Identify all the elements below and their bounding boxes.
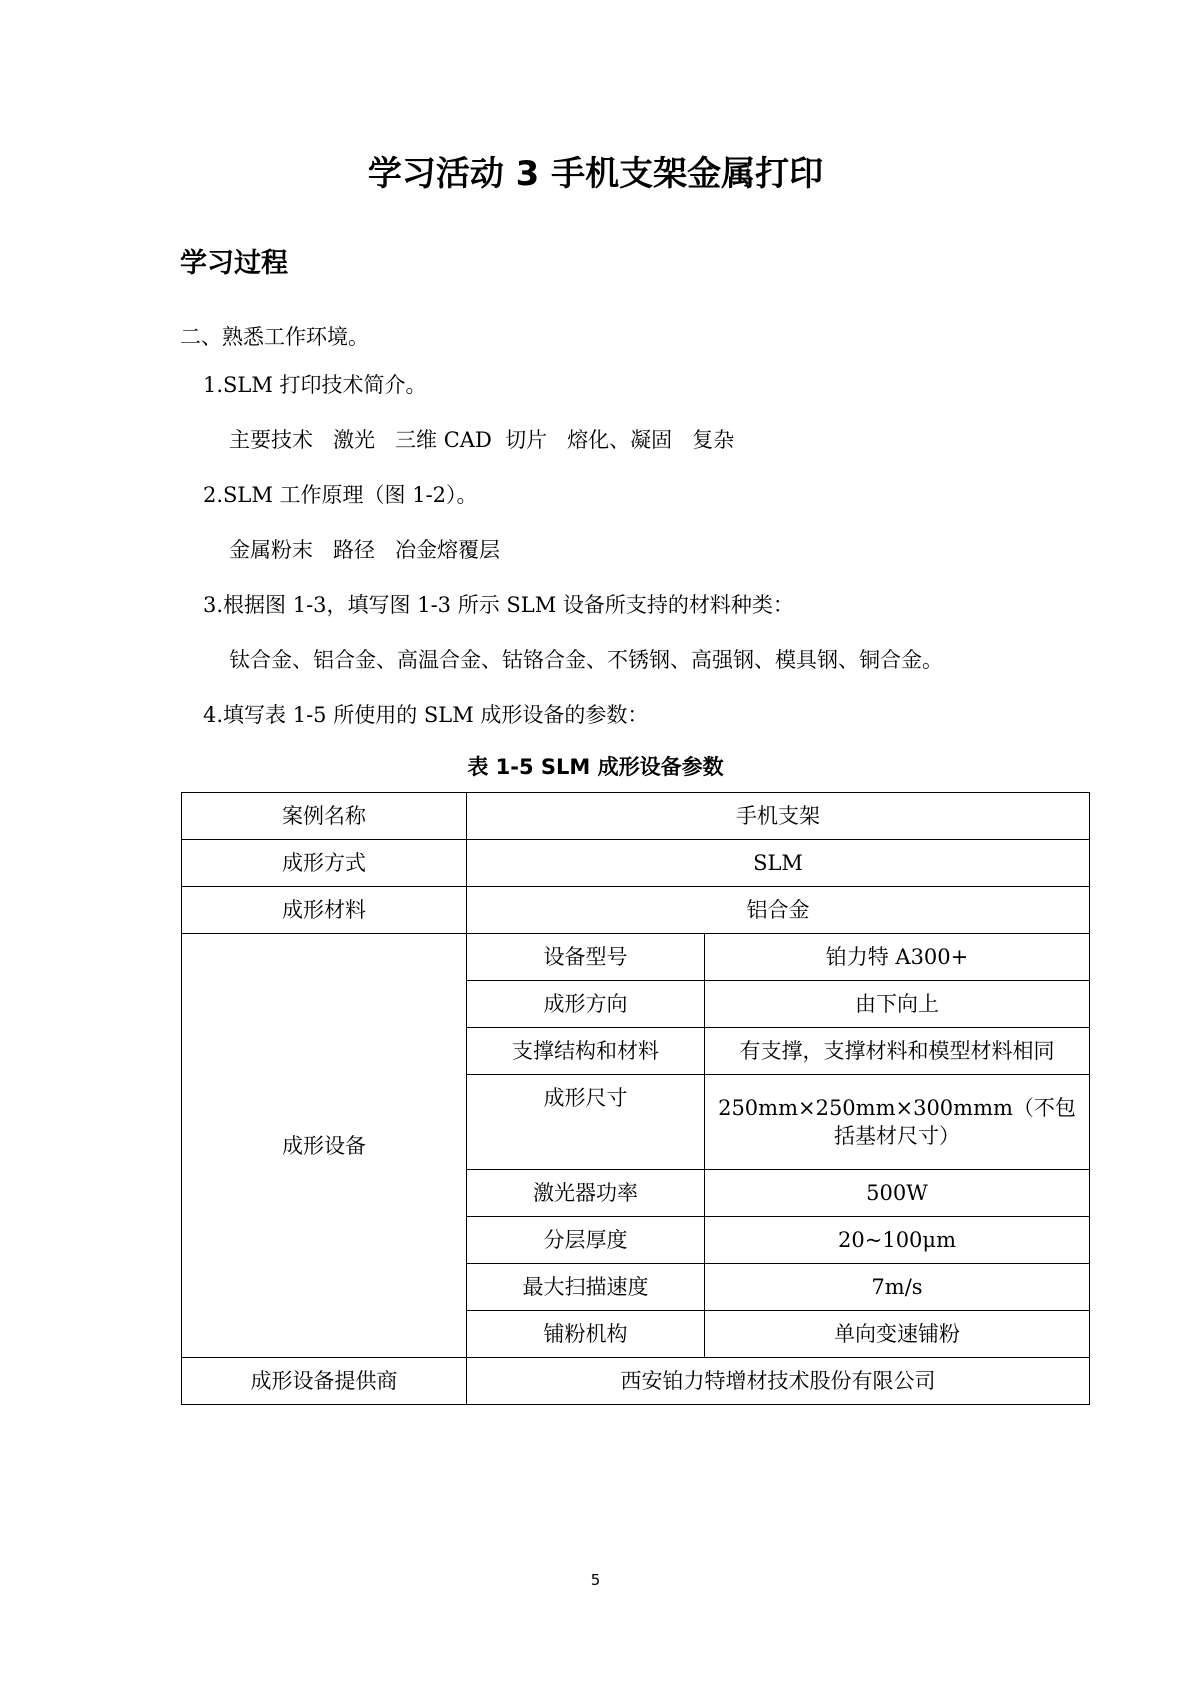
- case-name-label: 案例名称: [182, 793, 467, 840]
- equipment-param-label: 铺粉机构: [467, 1311, 705, 1358]
- material-value: 铝合金: [467, 887, 1090, 934]
- equipment-param-label: 最大扫描速度: [467, 1264, 705, 1311]
- equipment-param-value: 7m/s: [705, 1264, 1090, 1311]
- answer-2: 金属粉末 路径 冶金熔覆层: [229, 538, 501, 562]
- supplier-label: 成形设备提供商: [182, 1358, 467, 1405]
- question-2: 2.SLM 工作原理（图 1-2）。: [203, 483, 478, 507]
- question-3: 3.根据图 1-3，填写图 1-3 所示 SLM 设备所支持的材料种类：: [203, 593, 794, 617]
- material-label: 成形材料: [182, 887, 467, 934]
- equipment-param-value: 有支撑，支撑材料和模型材料相同: [705, 1028, 1090, 1075]
- method-label: 成形方式: [182, 840, 467, 887]
- equipment-param-value: 单向变速铺粉: [705, 1311, 1090, 1358]
- table-row: [182, 840, 1090, 887]
- equipment-param-label: 设备型号: [467, 934, 705, 981]
- equipment-param-label: 支撑结构和材料: [467, 1028, 705, 1075]
- equipment-param-label: 分层厚度: [467, 1217, 705, 1264]
- item-header: 二、熟悉工作环境。: [180, 325, 369, 349]
- page-number: 5: [590, 1571, 601, 1589]
- method-value: SLM: [467, 840, 1090, 887]
- equipment-param-value: 由下向上: [705, 981, 1090, 1028]
- equipment-param-value: 20~100μm: [705, 1217, 1090, 1264]
- table-row: [182, 793, 1090, 840]
- question-4: 4.填写表 1-5 所使用的 SLM 成形设备的参数：: [203, 703, 649, 727]
- equipment-label: 成形设备: [182, 934, 467, 1358]
- equipment-param-value: 250mm×250mm×300mmm（不包括基材尺寸）: [705, 1075, 1090, 1170]
- parameters-table: [181, 792, 1090, 1405]
- question-1: 1.SLM 打印技术简介。: [203, 373, 427, 397]
- equipment-param-label: 激光器功率: [467, 1170, 705, 1217]
- equipment-param-label: 成形尺寸: [467, 1075, 705, 1170]
- answer-1: 主要技术 激光 三维 CAD 切片 熔化、凝固 复杂: [229, 428, 735, 452]
- page-title: 学习活动 3 手机支架金属打印: [367, 154, 824, 194]
- table-row: [182, 887, 1090, 934]
- table-row: [182, 1358, 1090, 1405]
- table-caption: 表 1-5 SLM 成形设备参数: [467, 755, 724, 779]
- case-name-value: 手机支架: [467, 793, 1090, 840]
- equipment-param-label: 成形方向: [467, 981, 705, 1028]
- table-row: [182, 934, 1090, 981]
- equipment-param-value: 铂力特 A300+: [705, 934, 1090, 981]
- answer-3: 钛合金、铝合金、高温合金、钴铬合金、不锈钢、高强钢、模具钢、铜合金。: [229, 648, 943, 672]
- section-heading: 学习过程: [180, 248, 288, 279]
- equipment-param-value: 500W: [705, 1170, 1090, 1217]
- supplier-value: 西安铂力特增材技术股份有限公司: [467, 1358, 1090, 1405]
